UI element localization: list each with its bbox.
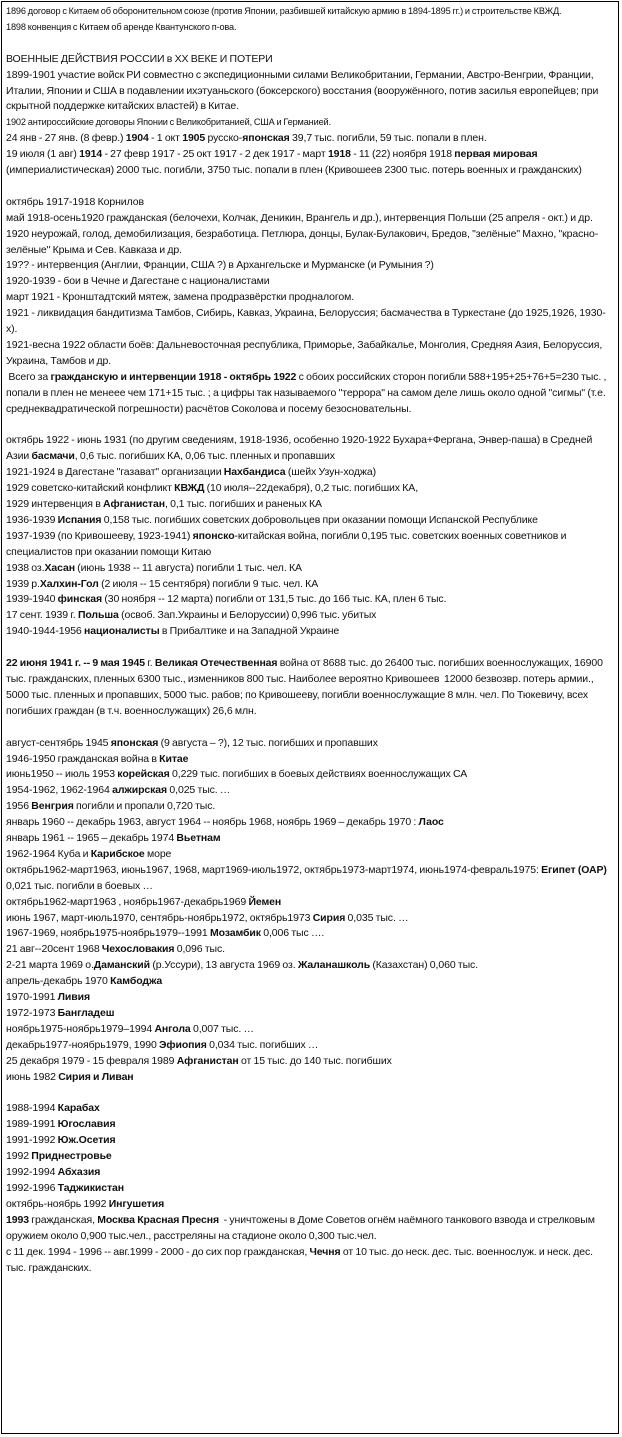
- text-line: [6, 290, 615, 306]
- text-run: 0,035 тыс. …: [345, 911, 409, 924]
- bold-text-run: Чехословакия: [101, 943, 175, 956]
- text-line: [6, 497, 615, 513]
- text-run: 1992-1994: [6, 1166, 58, 1179]
- bold-text-run: Вьетнам: [176, 832, 221, 845]
- text-line: [6, 863, 615, 895]
- bold-text-run: гражданскую и интервенции 1918 - октябрь 1922: [50, 370, 297, 383]
- text-run: 1962-1964 Куба и: [6, 847, 91, 860]
- text-run: - 11 (22) ноября 1918: [350, 148, 455, 161]
- bold-text-run: Юж.Осетия: [57, 1134, 116, 1147]
- text-line: [6, 592, 615, 608]
- text-run: - уничтожены в Доме Советов огнём наёмного танкового взвода и стрелковым оружием около 0,900 тыс.чел., расстреляны на стадионе около 0,300 тыс.чел.: [6, 1213, 598, 1242]
- text-run: (шейх Узун-ходжа): [285, 466, 376, 479]
- text-run: 1939 р.: [6, 577, 40, 590]
- bold-text-run: Нахбандиса: [223, 466, 286, 479]
- bold-text-run: Абхазия: [57, 1166, 101, 1179]
- text-line: [6, 736, 615, 752]
- text-line: [6, 1133, 615, 1149]
- text-line: [6, 974, 615, 990]
- text-line: [6, 1197, 615, 1213]
- text-run: 1921-весна 1922 области боёв: Дальневосточная республика, Приморье, Забайкалье, Монголия, Средняя Азия, Белоруссия, Украина, Тамбов и др.: [6, 339, 605, 367]
- text-run: 0,229 тыс. погибших в боевых действиях военнослужащих СА: [169, 768, 468, 781]
- bold-text-run: Чечня: [309, 1245, 341, 1258]
- text-line: [6, 1245, 615, 1277]
- text-run: 1967-1969, ноябрь1975-ноябрь1979--1991: [6, 927, 210, 940]
- text-run: 25 декабря 1979 - 15 февраля 1989: [6, 1054, 177, 1067]
- bold-text-run: Камбоджа: [110, 975, 163, 988]
- text-run: от 10 тыс. до неск. дес. тыс. военнослуж. и неск. дес. тыс. гражданских.: [6, 1245, 596, 1274]
- text-line: [6, 942, 615, 958]
- text-run: ноябрь1975-ноябрь1979–1994: [6, 1022, 155, 1035]
- blank-line: [6, 418, 615, 434]
- text-run: январь 1960 -- декабрь 1963, август 1964 -- ноябрь 1968, ноябрь 1969 – декабрь 1970 :: [6, 816, 419, 829]
- text-run: 19 июля (1 авг): [6, 148, 80, 161]
- text-run: 1992: [6, 1150, 32, 1163]
- text-line: [6, 624, 615, 640]
- text-line: [6, 1117, 615, 1133]
- text-run: 1896 договор с Китаем об оборонительном союзе (против Японии, разбившей китайскую армию в 1894-1895 гг.) и строительстве КВЖД.: [6, 6, 562, 16]
- text-run: 1956: [6, 800, 32, 813]
- text-run: 1988-1994: [6, 1102, 58, 1115]
- text-run: 19?? - интервенция (Англии, Франции, США ?) в Архангельске и Мурманске (и Румыния ?): [6, 259, 434, 272]
- text-run: (империалистическая) 2000 тыс. погибли, 3750 тыс. попали в плен (Кривошеев 2300 тыс. потерь военных и гражданских): [6, 148, 582, 177]
- text-run: 1938 оз.: [6, 561, 45, 574]
- bold-text-run: Эфиопия: [159, 1038, 207, 1051]
- text-line: [6, 815, 615, 831]
- text-run: 1899-1901 участие войск РИ совместно с экспедиционными силами Великобритании, Германии, Австро-Венгрии, Франции, Италии, Японии и США в подавлении ихэтуаньского (боксерского) восстания (вооружённого, потив засилья европейцев; при скрытной поддержке китайских властей) в Китае.: [6, 68, 601, 113]
- text-run: 0,025 тыс. …: [167, 784, 231, 797]
- text-run: 1929 интервенция в: [6, 498, 103, 511]
- bold-text-run: Таджикистан: [57, 1181, 124, 1194]
- text-run: русско-: [205, 132, 243, 145]
- text-run: 1972-1973: [6, 1007, 58, 1020]
- text-line: [6, 1213, 615, 1245]
- text-run: 1929 советско-китайский конфликт: [6, 482, 175, 495]
- text-run: 1920-1939 - бои в Чечне и Дагестане с националистами: [6, 275, 270, 288]
- text-run: август-сентябрь 1945: [6, 736, 111, 749]
- text-line: [6, 561, 615, 577]
- bold-text-run: 1904: [125, 132, 149, 145]
- text-run: 1936-1939: [6, 513, 58, 526]
- text-run: 1946-1950 гражданская война в: [6, 752, 160, 765]
- text-line: [6, 306, 615, 338]
- text-run: с обоих российских сторон погибли 588+195+25+76+5=230 тыс. , попали в плен не менеее чем 171+15 тыс. ; а цифры так называемого "террора" на самом деле лишь около одной "сигмы" (т.е. среднеквадратической погрешности) расчётов Соколова и посему безосновательны.: [6, 370, 609, 415]
- bold-text-run: Москва Красная Пресня: [97, 1213, 220, 1226]
- text-run: 1939-1940: [6, 593, 58, 606]
- text-run: октябрь1962-март1963, июнь1967, 1968, март1969-июль1972, октябрь1973-март1974, июнь1974-февраль1975:: [6, 863, 542, 876]
- document-page: [1, 1, 619, 1434]
- text-run: 0,158 тыс. погибших советских добровольцев при оказании помощи Испанской Республике: [101, 513, 538, 526]
- text-run: (30 ноября -- 12 марта) погибли от 131,5 тыс. до 166 тыс. КА, плен 6 тыс.: [102, 593, 447, 606]
- text-run: октябрь 1917-1918 Корнилов: [6, 195, 144, 208]
- blank-line: [6, 720, 615, 736]
- bold-text-run: Великая Отечественная: [154, 657, 278, 670]
- text-run: июнь 1982: [6, 1070, 59, 1083]
- text-line: [6, 195, 615, 211]
- text-line: [6, 481, 615, 497]
- text-line: [6, 608, 615, 624]
- blank-line: [6, 640, 615, 656]
- text-run: (Казахстан) 0,060 тыс.: [370, 959, 479, 972]
- text-line: [6, 1038, 615, 1054]
- text-run: 0,096 тыс.: [174, 943, 225, 956]
- bold-text-run: Сирия и Ливан: [58, 1070, 134, 1083]
- text-line: [6, 990, 615, 1006]
- bold-text-run: Югославия: [57, 1118, 116, 1131]
- bold-text-run: националисты: [84, 625, 160, 638]
- text-line: [6, 131, 615, 147]
- bold-text-run: Жаланашколь: [297, 959, 371, 972]
- bold-text-run: Ингушетия: [108, 1197, 165, 1210]
- text-line: [6, 958, 615, 974]
- bold-text-run: Испания: [57, 513, 102, 526]
- text-line: [6, 4, 615, 20]
- bold-text-run: Китае: [159, 752, 189, 765]
- text-run: май 1918-осень1920 гражданская (белочехи, Колчак, Деникин, Врангель и др.), интервенция Польши (25 апреля - окт.) и др.: [6, 211, 593, 224]
- text-run: март 1921 - Кронштадтский мятеж, замена продразвёрстки продналогом.: [6, 291, 355, 304]
- text-line: [6, 227, 615, 259]
- text-run: , 0,6 тыс. погибших КА, 0,06 тыс. пленных и пропавших: [74, 450, 335, 463]
- blank-line: [6, 1086, 615, 1102]
- text-line: [6, 926, 615, 942]
- text-run: гражданская,: [28, 1213, 98, 1226]
- text-run: 1992-1996: [6, 1181, 58, 1194]
- bold-text-run: 22 июня 1941 г. -- 9 мая 1945: [6, 657, 145, 670]
- text-line: [6, 656, 615, 720]
- bold-text-run: Хасан: [44, 561, 75, 574]
- text-run: 2-21 марта 1969 о.: [6, 959, 94, 972]
- text-run: -китайская война, погибли 0,195 тыс. советских военных советников и специалистов при оказании помощи Китаю: [6, 529, 569, 558]
- bold-text-run: Сирия: [312, 911, 346, 924]
- text-run: с 11 дек. 1994 - 1996 -- авг.1999 - 2000 - до сих пор гражданская,: [6, 1245, 310, 1258]
- text-run: (июнь 1938 -- 11 августа) погибли 1 тыс. чел. КА: [74, 561, 302, 574]
- text-line: [6, 338, 615, 370]
- text-line: [6, 1022, 615, 1038]
- text-run: 1954-1962, 1962-1964: [6, 784, 113, 797]
- bold-text-run: 1918: [327, 148, 351, 161]
- text-line: [6, 147, 615, 179]
- bold-text-run: 1993: [6, 1213, 29, 1226]
- bold-text-run: алжирская: [112, 784, 168, 797]
- text-run: 1921-1924 в Дагестане "газават" организации: [6, 466, 224, 479]
- bold-text-run: Польша: [77, 609, 119, 622]
- text-run: 1970-1991: [6, 991, 58, 1004]
- text-line: [6, 258, 615, 274]
- text-line: [6, 1101, 615, 1117]
- text-run: октябрь1962-март1963 , ноябрь1967-декабрь1969: [6, 895, 249, 908]
- text-run: море: [144, 847, 172, 860]
- text-run: 0,006 тыс ….: [260, 927, 325, 940]
- bold-text-run: финская: [57, 593, 102, 606]
- text-run: , 0,1 тыс. погибших и раненых КА: [164, 498, 322, 511]
- text-run: от 15 тыс. до 140 тыс. погибших: [238, 1054, 392, 1067]
- text-run: 1902 антироссийские договоры Японии с Великобританией, США и Германией.: [6, 117, 331, 128]
- text-line: [6, 52, 615, 68]
- text-run: 0,007 тыс. …: [190, 1022, 254, 1035]
- text-line: [6, 1149, 615, 1165]
- bold-text-run: Даманский: [93, 959, 151, 972]
- text-line: [6, 68, 615, 116]
- text-run: 1991-1992: [6, 1134, 58, 1147]
- bold-text-run: японская: [242, 132, 290, 145]
- text-line: [6, 895, 615, 911]
- text-line: [6, 799, 615, 815]
- text-line: [6, 1006, 615, 1022]
- bold-text-run: Карибское: [90, 847, 145, 860]
- text-run: (2 июля -- 15 сентября) погибли 9 тыс. чел. КА: [98, 577, 319, 590]
- text-line: [6, 1181, 615, 1197]
- text-line: [6, 847, 615, 863]
- blank-line: [6, 36, 615, 52]
- text-line: [6, 1070, 615, 1086]
- text-run: апрель-декабрь 1970: [6, 975, 111, 988]
- bold-text-run: Венгрия: [31, 800, 74, 813]
- text-run: война от 8688 тыс. до 26400 тыс. погибших военнослужащих, 16900 тыс. гражданских, пленных 6300 тыс., изменников 800 тыс. Наиболее вероятно Кривошеев 12000 безвозвр. потерь армии., 5000 тыс. пленных и пропавших, 5000 тыс. рабов; по Кривошееву, погибли военнослужащие 8 млн. чел. По Тюкевичу, всех погибших граждан (в т.ч. военнослужащих) 26,6 млн.: [6, 657, 606, 717]
- text-line: [6, 465, 615, 481]
- text-run: 0,021 тыс. погибли в боевых …: [6, 863, 610, 892]
- text-run: г.: [144, 657, 155, 670]
- text-line: [6, 577, 615, 593]
- text-run: 1920 неурожай, голод, демобилизация, безработица. Петлюра, донцы, Булак-Булакович, Бредов, "зелёные" Махно, "красно-зелёные" Крыма и Сев. Кавказа и др.: [6, 227, 599, 256]
- text-run: октябрь-ноябрь 1992: [6, 1197, 109, 1210]
- text-line: [6, 1165, 615, 1181]
- bold-text-run: Мозамбик: [209, 927, 261, 940]
- bold-text-run: японско: [192, 529, 235, 542]
- text-line: [6, 513, 615, 529]
- bold-text-run: первая мировая: [454, 148, 538, 161]
- bold-text-run: 1905: [182, 132, 206, 145]
- text-run: (освоб. Зап.Украины и Белоруссии) 0,996 тыс. убитых: [118, 609, 377, 622]
- bold-text-run: Афганистан: [176, 1054, 239, 1067]
- bold-text-run: Ангола: [154, 1022, 191, 1035]
- text-run: 1898 конвенция с Китаем об аренде Квантунского п-ова.: [6, 21, 237, 32]
- text-line: [6, 767, 615, 783]
- text-run: (10 июля--22декабря), 0,2 тыс. погибших КА,: [204, 482, 419, 495]
- text-line: [6, 370, 615, 418]
- text-run: 0,034 тыс. погибших …: [206, 1038, 319, 1051]
- text-run: - 1 окт: [148, 132, 183, 145]
- text-line: [6, 911, 615, 927]
- bold-text-run: Афганистан: [103, 498, 165, 511]
- text-run: 39,7 тыс. погибли, 59 тыс. попали в плен.: [289, 132, 487, 145]
- text-run: 1921 - ликвидация бандитизма Тамбов, Сибирь, Кавказ, Украина, Белоруссия; басмачества в Туркестане (до 1925,1926, 1930-х).: [6, 307, 606, 336]
- bold-text-run: корейская: [117, 768, 170, 781]
- text-run: ВОЕННЫЕ ДЕЙСТВИЯ РОССИИ в XX ВЕКЕ И ПОТЕРИ: [6, 52, 273, 65]
- bold-text-run: Карабах: [57, 1102, 100, 1115]
- text-line: [6, 529, 615, 561]
- text-run: октябрь 1922 - июнь 1931 (по другим сведениям, 1918-1936, особенно 1920-1922 Бухара+Фергана, Энвер-паша) в Средней Азии: [6, 434, 595, 463]
- text-run: январь 1961 -- 1965 – декабрь 1974: [6, 832, 177, 845]
- text-run: июнь1950 -- июль 1953: [6, 768, 118, 781]
- text-run: 21 авг--20сент 1968: [6, 943, 102, 956]
- blank-line: [6, 179, 615, 195]
- text-line: [6, 20, 615, 36]
- bold-text-run: КВЖД: [174, 482, 205, 495]
- bold-text-run: басмачи: [31, 450, 75, 463]
- text-line: [6, 274, 615, 290]
- text-run: в Прибалтике и на Западной Украине: [159, 625, 340, 638]
- text-run: декабрь1977-ноябрь1979, 1990: [6, 1038, 160, 1051]
- text-line: [6, 831, 615, 847]
- text-run: 1940-1944-1956: [6, 625, 84, 638]
- text-line: [6, 783, 615, 799]
- text-line: [6, 211, 615, 227]
- bold-text-run: японская: [110, 736, 159, 749]
- bold-text-run: Лаос: [418, 816, 444, 829]
- bold-text-run: Приднестровье: [31, 1150, 112, 1163]
- text-run: 17 сент. 1939 г.: [6, 609, 78, 622]
- text-line: [6, 433, 615, 465]
- text-run: 1989-1991: [6, 1118, 58, 1131]
- text-run: 1937-1939 (по Кривошееву, 1923-1941): [6, 529, 193, 542]
- text-line: [6, 115, 615, 131]
- bold-text-run: Египет (ОАР): [541, 863, 607, 876]
- text-run: 24 янв - 27 янв. (8 февр.): [6, 132, 126, 145]
- bold-text-run: Йемен: [248, 895, 282, 908]
- text-line: [6, 752, 615, 768]
- text-line: [6, 1054, 615, 1070]
- text-run: июнь 1967, март-июль1970, сентябрь-ноябрь1972, октябрь1973: [6, 911, 313, 924]
- bold-text-run: Халхин-Гол: [39, 577, 99, 590]
- text-run: - 27 февр 1917 - 25 окт 1917 - 2 дек 1917 - март: [102, 148, 328, 161]
- bold-text-run: Ливия: [57, 991, 90, 1004]
- text-run: Всего за: [6, 370, 51, 383]
- text-run: погибли и пропали 0,720 тыс.: [73, 800, 216, 813]
- text-run: (р.Уссури), 13 августа 1969 оз.: [150, 959, 298, 972]
- bold-text-run: 1914: [79, 148, 103, 161]
- text-run: (9 августа – ?), 12 тыс. погибших и пропавших: [158, 736, 378, 749]
- bold-text-run: Бангладеш: [57, 1007, 115, 1020]
